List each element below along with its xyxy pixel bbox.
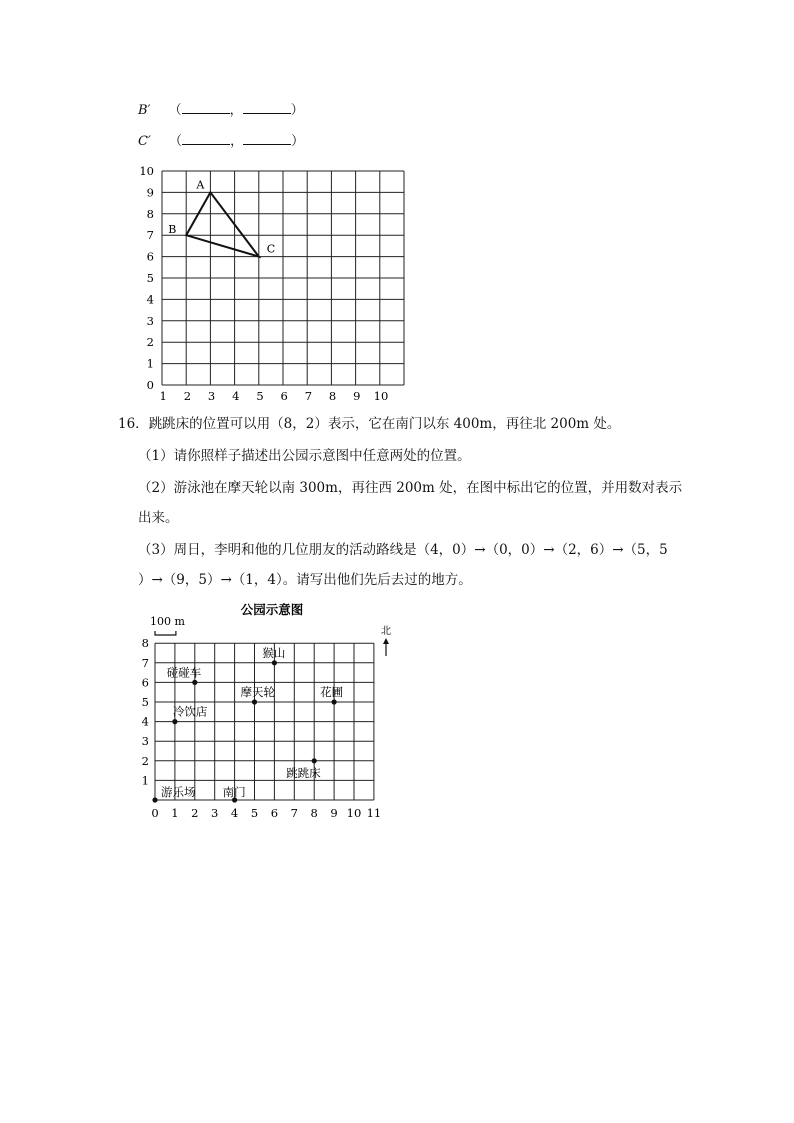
place-dot	[152, 797, 157, 802]
x-tick-label: 4	[232, 389, 240, 403]
place-label: 游乐场	[161, 785, 196, 799]
place-dot	[172, 719, 177, 724]
x-tick-label: 0	[151, 806, 159, 820]
y-tick-label: 3	[146, 313, 154, 328]
place-label: 跳跳床	[286, 765, 321, 780]
x-tick-label: 3	[211, 806, 219, 820]
y-tick-label: 4	[141, 714, 149, 729]
x-tick-label: 8	[310, 806, 318, 820]
vertex-label: C	[266, 242, 276, 256]
x-tick-label: 4	[230, 806, 239, 820]
y-tick-label: 7	[141, 655, 149, 670]
x-tick-label: 9	[353, 389, 361, 403]
question-16-sub1: （1）请你照样子描述出公园示意图中任意两处的位置。	[138, 448, 471, 464]
x-tick-label: 7	[290, 806, 298, 820]
question-16-sub3-line2: ）→（9，5）→（1，4）。请写出他们先后去过的地方。	[138, 572, 472, 588]
y-tick-label: 1	[146, 356, 154, 371]
answer-blank	[243, 101, 291, 114]
place-label: 南门	[222, 785, 246, 799]
place-label: 摩天轮	[240, 685, 275, 699]
answer-label: B′	[138, 103, 151, 118]
answer-blank	[182, 132, 230, 145]
scale-label: 100 m	[150, 615, 185, 628]
y-tick-label: 2	[146, 335, 154, 350]
x-tick-label: 5	[250, 806, 259, 820]
coordinate-grid-triangle	[130, 160, 420, 405]
place-label: 冷饮店	[172, 704, 208, 719]
place-dot	[332, 699, 337, 704]
y-tick-label: 8	[146, 206, 154, 221]
y-tick-label: 5	[146, 271, 154, 285]
x-tick-label: 2	[183, 389, 192, 403]
place-label: 花圃	[320, 685, 344, 699]
y-tick-label: 10	[139, 164, 154, 178]
x-tick-label: 3	[207, 389, 216, 403]
answer-label: C′	[138, 134, 151, 149]
x-tick-label: 1	[171, 806, 179, 820]
y-tick-label: 6	[146, 249, 154, 264]
y-tick-label: 5	[141, 695, 149, 709]
y-tick-label: 0	[146, 378, 154, 392]
answer-line-c: C′ （ ， ）	[138, 134, 305, 149]
x-tick-label: 10	[373, 389, 389, 403]
park-map	[130, 598, 400, 823]
y-tick-label: 7	[146, 228, 154, 243]
question-16-stem: 16．跳跳床的位置可以用（8，2）表示，它在南门以东 400m，再往北 200m 处。	[118, 416, 621, 432]
north-arrow-head-icon	[383, 638, 389, 644]
y-tick-label: 1	[141, 773, 149, 788]
answer-blank	[182, 101, 230, 114]
y-tick-label: 6	[141, 675, 149, 690]
y-tick-label: 2	[141, 753, 149, 768]
question-16-sub2-line1: （2）游泳池在摩天轮以南 300m，再往西 200m 处，在图中标出它的位置，并用数对表示	[138, 480, 683, 496]
x-tick-label: 8	[328, 389, 337, 403]
x-tick-label: 9	[330, 806, 338, 820]
triangle-abc	[186, 192, 259, 256]
x-tick-label: 10	[346, 806, 362, 820]
place-dot	[312, 758, 317, 763]
place-label: 猴山	[262, 645, 286, 660]
vertex-label: B	[168, 223, 177, 237]
question-16-sub2-line2: 出来。	[138, 510, 179, 526]
answer-blank	[243, 132, 291, 145]
x-tick-label: 1	[159, 389, 167, 403]
place-dot	[272, 660, 277, 665]
answer-line-b: B′ （ ， ）	[138, 103, 304, 118]
y-tick-label: 9	[146, 185, 154, 200]
y-tick-label: 8	[141, 636, 149, 651]
map-title: 公园示意图	[240, 602, 304, 617]
place-label: 碰碰车	[166, 665, 202, 680]
x-tick-label: 7	[304, 389, 313, 403]
place-dot	[192, 680, 197, 685]
y-tick-label: 4	[146, 292, 154, 307]
x-tick-label: 6	[280, 389, 288, 403]
y-tick-label: 3	[141, 734, 149, 749]
x-tick-label: 6	[270, 806, 279, 820]
place-dot	[252, 699, 257, 704]
x-tick-label: 5	[256, 389, 264, 403]
x-tick-label: 2	[191, 806, 199, 820]
vertex-label: A	[196, 178, 205, 192]
x-tick-label: 11	[366, 806, 382, 820]
north-label: 北	[381, 626, 391, 637]
question-16-sub3-line1: （3）周日，李明和他的几位朋友的活动路线是（4，0）→（0，0）→（2，6）→（5，5	[138, 542, 668, 558]
scale-bar	[155, 631, 176, 635]
